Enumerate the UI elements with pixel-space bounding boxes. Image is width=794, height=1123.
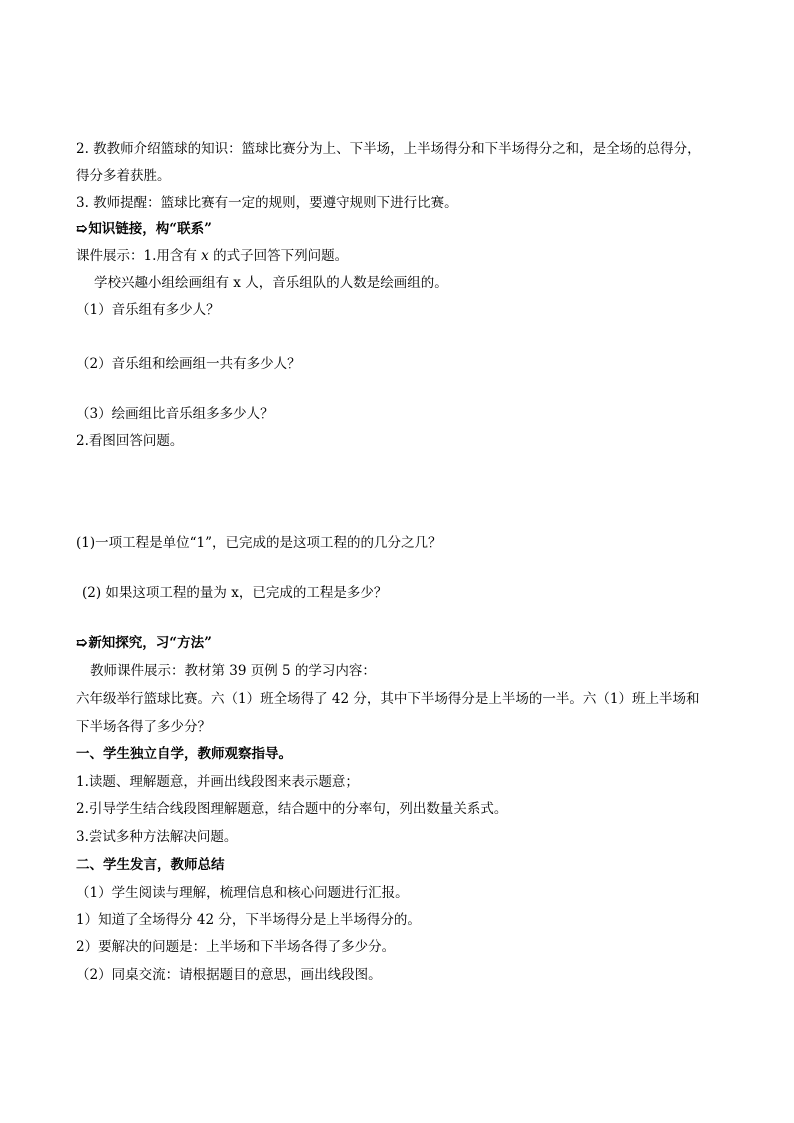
item-known-info: 1）知道了全场得分 42 分，下半场得分是上半场得分的。 — [76, 912, 421, 928]
section-heading-text: 新知探究，习“方法” — [88, 635, 212, 651]
text-segment: 课件展示：1.用含有 — [76, 248, 202, 264]
heading-student-speech: 二、学生发言，教师总结 — [76, 857, 225, 873]
arrow-icon: ➯ — [76, 635, 88, 651]
variable-x: x — [201, 248, 209, 264]
paragraph-interest-group: 学校兴趣小组绘画组有 x 人，音乐组队的人数是绘画组的。 — [94, 275, 448, 291]
section-heading-knowledge-link — [76, 220, 212, 238]
item-reading-understanding: （1）学生阅读与理解，梳理信息和核心问题进行汇报。 — [76, 885, 409, 901]
step-2: 2.引导学生结合线段图理解题意，结合题中的分率句，列出数量关系式。 — [76, 801, 508, 817]
step-1: 1.读题、理解题意，并画出线段图来表示题意； — [76, 774, 359, 790]
paragraph-basketball-knowledge: 2. 教教师介绍篮球的知识：篮球比赛分为上、下半场，上半场得分和下半场得分之和，是全场的总得分， — [76, 141, 701, 157]
paragraph-basketball-knowledge-cont: 得分多着获胜。 — [76, 168, 171, 184]
section-heading-text: 知识链接，构“联系” — [88, 221, 212, 237]
paragraph-courseware-display — [76, 247, 348, 265]
item-deskmate-discussion: （2）同桌交流：请根据题目的意思，画出线段图。 — [76, 967, 382, 983]
question-2: （2）音乐组和绘画组一共有多少人？ — [76, 356, 301, 372]
paragraph-look-at-figure: 2.看图回答问题。 — [76, 433, 184, 449]
question-project-fraction: (1)一项工程是单位“1”，已完成的是这项工程的的几分之几？ — [76, 535, 442, 551]
section-heading-new-knowledge — [76, 634, 212, 652]
question-1: （1）音乐组有多少人？ — [76, 302, 220, 318]
question-3: （3）绘画组比音乐组多多少人？ — [76, 406, 274, 422]
text-segment: 的式子回答下列问题。 — [208, 248, 349, 264]
heading-self-study: 一、学生独立自学，教师观察指导。 — [76, 746, 292, 762]
item-problem-to-solve: 2）要解决的问题是：上半场和下半场各得了多少分。 — [76, 939, 396, 955]
paragraph-textbook-example: 教师课件展示：教材第 39 页例 5 的学习内容： — [90, 663, 376, 679]
question-project-amount: (2) 如果这项工程的量为 x，已完成的工程是多少？ — [82, 585, 388, 601]
paragraph-teacher-reminder: 3. 教师提醒：篮球比赛有一定的规则，要遵守规则下进行比赛。 — [76, 195, 458, 211]
paragraph-problem: 六年级举行篮球比赛。六（1）班全场得了 42 分，其中下半场得分是上半场的一半。六（1）班上半场和 — [76, 691, 700, 707]
arrow-icon: ➯ — [76, 221, 88, 237]
step-3: 3.尝试多种方法解决问题。 — [76, 829, 238, 845]
paragraph-problem-cont: 下半场各得了多少分？ — [76, 719, 211, 735]
